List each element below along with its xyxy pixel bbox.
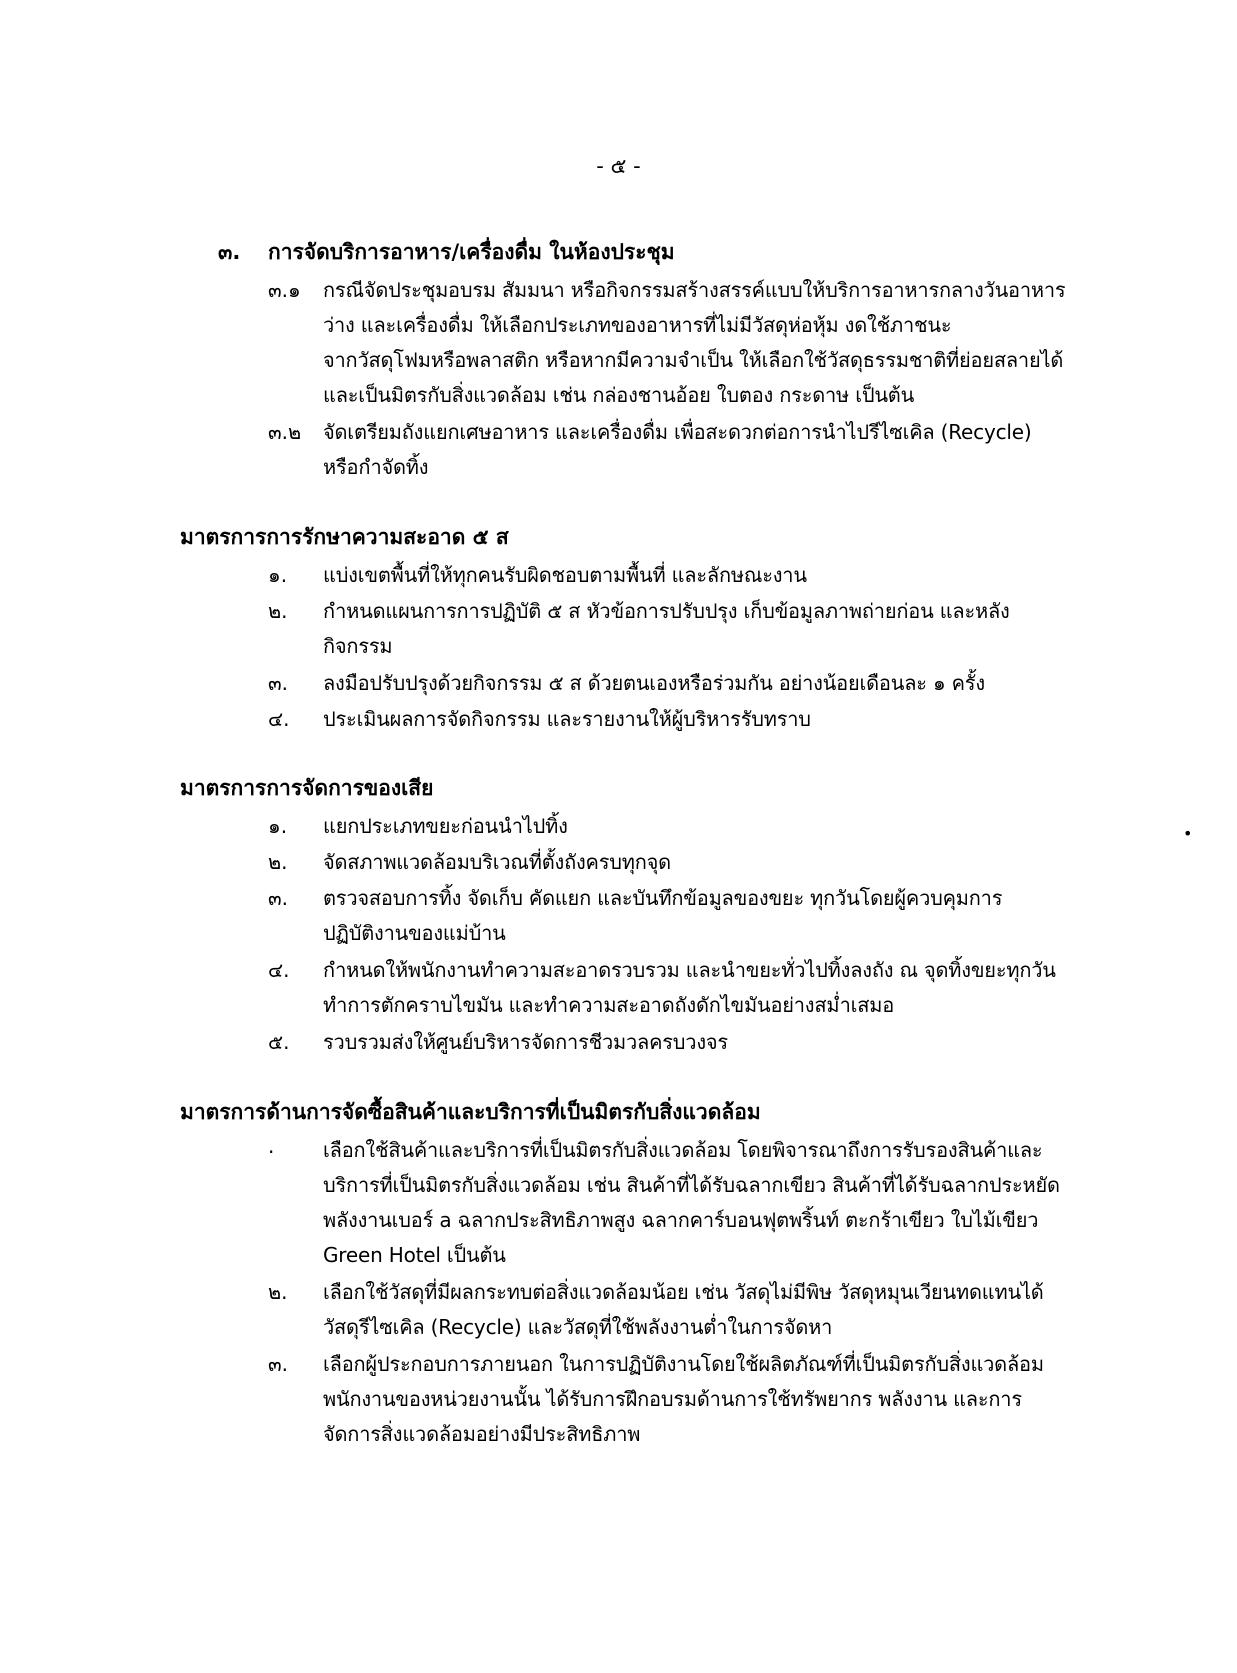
scan-speck: •	[1183, 824, 1193, 843]
item-line: ทำการตักคราบไขมัน และทำความสะอาดถังดักไขมันอย่างสม่ำเสมอ	[323, 993, 895, 1017]
item-number: ๓.	[268, 1352, 289, 1376]
item-line: กิจกรรม	[323, 634, 393, 658]
item-number: ๔.	[268, 958, 290, 982]
item-line: เลือกใช้วัสดุที่มีผลกระทบต่อสิ่งแวดล้อมน้อย เช่น วัสดุไม่มีพิษ วัสดุหมุนเวียนทดแทนได้	[323, 1280, 1044, 1304]
item-number: ๒.	[268, 599, 288, 623]
item-number: ๕.	[268, 1030, 290, 1054]
section-3-title: การจัดบริการอาหาร/เครื่องดื่ม ในห้องประชุม	[268, 240, 675, 264]
item-line: พลังงานเบอร์ a ฉลากประสิทธิภาพสูง ฉลากคาร์บอนฟุตพริ้นท์ ตะกร้าเขียว ใบไม้เขียว	[323, 1208, 1039, 1232]
item-line: ลงมือปรับปรุงด้วยกิจกรรม ๕ ส ด้วยตนเองหรือร่วมกัน อย่างน้อยเดือนละ ๑ ครั้ง	[323, 671, 985, 695]
item-line: เลือกใช้สินค้าและบริการที่เป็นมิตรกับสิ่งแวดล้อม โดยพิจารณาถึงการรับรองสินค้าและ	[323, 1138, 1043, 1162]
item-line: จัดเตรียมถังแยกเศษอาหาร และเครื่องดื่ม เพื่อสะดวกต่อการนำไปรีไซเคิล (Recycle)	[323, 420, 1032, 444]
item-line: แบ่งเขตพื้นที่ให้ทุกคนรับผิดชอบตามพื้นที่ และลักษณะงาน	[323, 563, 807, 587]
item-number: ๓.	[268, 671, 289, 695]
item-number: ๒.	[268, 1280, 288, 1304]
item-number: ๑.	[268, 563, 288, 587]
item-number: ๓.๒	[268, 420, 302, 444]
item-line: แยกประเภทขยะก่อนนำไปทิ้ง	[323, 814, 568, 838]
item-line: กำหนดให้พนักงานทำความสะอาดรวบรวม และนำขยะทั่วไปทิ้งลงถัง ณ จุดทิ้งขยะทุกวัน	[323, 958, 1056, 982]
item-number: ๑.	[268, 814, 288, 838]
item-number: ๔.	[268, 707, 290, 731]
page-number: - ๕ -	[596, 154, 641, 178]
item-line: และเป็นมิตรกับสิ่งแวดล้อม เช่น กล่องชานอ้อย ใบตอง กระดาษ เป็นต้น	[323, 383, 915, 407]
section-waste-title: มาตรการการจัดการของเสีย	[180, 776, 434, 800]
item-number: ๓.	[268, 886, 289, 910]
item-line: หรือกำจัดทิ้ง	[323, 455, 429, 479]
item-number: ๒.	[268, 850, 288, 874]
item-line: จัดสภาพแวดล้อมบริเวณที่ตั้งถังครบทุกจุด	[323, 850, 671, 874]
item-line: วัสดุรีไซเคิล (Recycle) และวัสดุที่ใช้พลังงานต่ำในการจัดหา	[323, 1315, 833, 1339]
item-line: กรณีจัดประชุมอบรม สัมมนา หรือกิจกรรมสร้างสรรค์แบบให้บริการอาหารกลางวันอาหาร	[323, 278, 1066, 302]
item-number: ๓.๑	[268, 278, 301, 302]
item-line: ปฏิบัติงานของแม่บ้าน	[323, 921, 506, 945]
item-line: ตรวจสอบการทิ้ง จัดเก็บ คัดแยก และบันทึกข้อมูลของขยะ ทุกวันโดยผู้ควบคุมการ	[323, 886, 1003, 910]
item-line: กำหนดแผนการการปฏิบัติ ๕ ส หัวข้อการปรับปรุง เก็บข้อมูลภาพถ่ายก่อน และหลัง	[323, 599, 1010, 623]
item-line: บริการที่เป็นมิตรกับสิ่งแวดล้อม เช่น สินค้าที่ได้รับฉลากเขียว สินค้าที่ได้รับฉลากประหยัด	[323, 1173, 1060, 1197]
item-line: Green Hotel เป็นต้น	[323, 1243, 506, 1267]
item-line: จากวัสดุโฟมหรือพลาสติก หรือหากมีความจำเป็น ให้เลือกใช้วัสดุธรรมชาติที่ย่อยสลายได้	[323, 348, 1064, 372]
section-procurement-title: มาตรการด้านการจัดซื้อสินค้าและบริการที่เป็นมิตรกับสิ่งแวดล้อม	[180, 1100, 761, 1124]
item-line: ประเมินผลการจัดกิจกรรม และรายงานให้ผู้บริหารรับทราบ	[323, 707, 811, 731]
item-line: จัดการสิ่งแวดล้อมอย่างมีประสิทธิภาพ	[323, 1422, 641, 1446]
item-line: เลือกผู้ประกอบการภายนอก ในการปฏิบัติงานโดยใช้ผลิตภัณฑ์ที่เป็นมิตรกับสิ่งแวดล้อม	[323, 1352, 1044, 1376]
item-line: พนักงานของหน่วยงานนั้น ได้รับการฝึกอบรมด้านการใช้ทรัพยากร พลังงาน และการ	[323, 1387, 1022, 1411]
section-5s-title: มาตรการการรักษาความสะอาด ๕ ส	[180, 525, 509, 549]
item-line: ว่าง และเครื่องดื่ม ให้เลือกประเภทของอาหารที่ไม่มีวัสดุห่อหุ้ม งดใช้ภาชนะ	[323, 313, 952, 337]
item-line: รวบรวมส่งให้ศูนย์บริหารจัดการชีวมวลครบวงจร	[323, 1030, 728, 1054]
item-number: .	[268, 1134, 275, 1158]
section-3-number: ๓.	[218, 240, 241, 264]
